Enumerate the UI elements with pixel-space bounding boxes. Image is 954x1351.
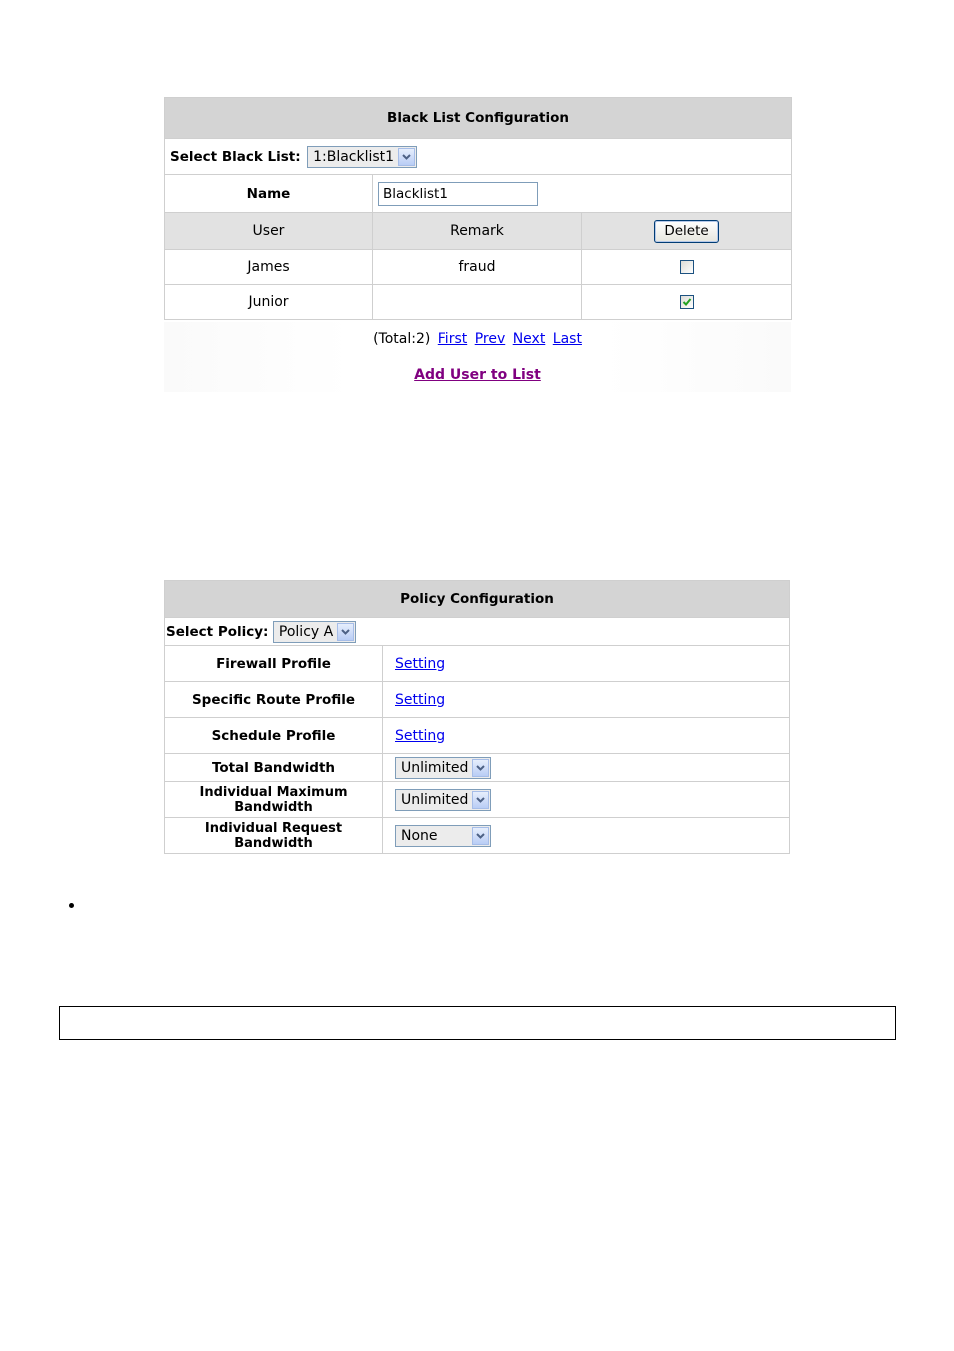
blacklist-title: Black List Configuration	[165, 98, 792, 139]
policy-select-value: Policy A	[278, 623, 334, 640]
individual-max-bandwidth-select[interactable]	[395, 789, 491, 811]
add-user-link[interactable]: Add User to List	[414, 367, 541, 383]
delete-checkbox[interactable]	[680, 260, 694, 274]
pagination	[164, 331, 791, 347]
delete-checkbox[interactable]	[680, 295, 694, 309]
user-cell: Junior	[165, 285, 373, 320]
schedule-setting-link[interactable]: Setting	[395, 727, 446, 744]
chevron-down-icon	[337, 623, 354, 641]
table-row	[165, 250, 792, 285]
chevron-down-icon	[472, 827, 489, 845]
total-bandwidth-label: Total Bandwidth	[165, 754, 383, 782]
last-page-link[interactable]: Last	[552, 331, 582, 347]
schedule-profile-row	[165, 718, 790, 754]
individual-request-bandwidth-select[interactable]	[395, 825, 491, 847]
policy-select[interactable]	[273, 621, 356, 643]
chevron-down-icon	[472, 791, 489, 809]
blacklist-select-value: 1:Blacklist1	[313, 148, 395, 165]
remark-cell: fraud	[373, 250, 582, 285]
specific-route-profile-label: Specific Route Profile	[165, 682, 383, 718]
select-blacklist-label: Select Black List:	[170, 148, 301, 165]
table-row	[165, 285, 792, 320]
schedule-profile-label: Schedule Profile	[165, 718, 383, 754]
policy-title: Policy Configuration	[165, 581, 790, 618]
firewall-profile-row	[165, 646, 790, 682]
name-label: Name	[165, 175, 373, 213]
delete-column-header	[582, 213, 792, 250]
total-bandwidth-value: Unlimited	[401, 759, 469, 776]
chevron-down-icon	[472, 759, 489, 777]
user-column-header: User	[165, 213, 373, 250]
chevron-down-icon	[398, 148, 415, 166]
user-cell: James	[165, 250, 373, 285]
route-setting-link[interactable]: Setting	[395, 691, 446, 708]
delete-checkbox-cell	[582, 285, 792, 320]
prev-page-link[interactable]: Prev	[474, 331, 506, 347]
remark-cell	[373, 285, 582, 320]
select-policy-label: Select Policy:	[166, 623, 269, 640]
individual-max-bandwidth-value: Unlimited	[401, 791, 469, 808]
firewall-profile-label: Firewall Profile	[165, 646, 383, 682]
individual-request-bandwidth-label: Individual Request Bandwidth	[165, 818, 383, 854]
blacklist-select[interactable]	[307, 146, 417, 168]
policy-panel	[164, 580, 790, 854]
blacklist-panel	[164, 97, 792, 320]
delete-checkbox-cell	[582, 250, 792, 285]
delete-button[interactable]: Delete	[654, 220, 718, 243]
bullet-marker	[69, 903, 74, 908]
pagination-total: (Total:2)	[373, 331, 431, 347]
firewall-setting-link[interactable]: Setting	[395, 655, 446, 672]
individual-max-bandwidth-row	[165, 782, 790, 818]
specific-route-profile-row	[165, 682, 790, 718]
first-page-link[interactable]: First	[437, 331, 468, 347]
total-bandwidth-select[interactable]	[395, 757, 491, 779]
checkmark-icon	[681, 296, 693, 308]
note-box	[59, 1006, 896, 1040]
individual-request-bandwidth-value: None	[401, 827, 438, 844]
blacklist-footer	[164, 322, 791, 392]
remark-column-header: Remark	[373, 213, 582, 250]
individual-max-bandwidth-label: Individual Maximum Bandwidth	[165, 782, 383, 818]
blacklist-name-input[interactable]	[378, 182, 538, 206]
total-bandwidth-row	[165, 754, 790, 782]
individual-request-bandwidth-row	[165, 818, 790, 854]
next-page-link[interactable]: Next	[512, 331, 546, 347]
